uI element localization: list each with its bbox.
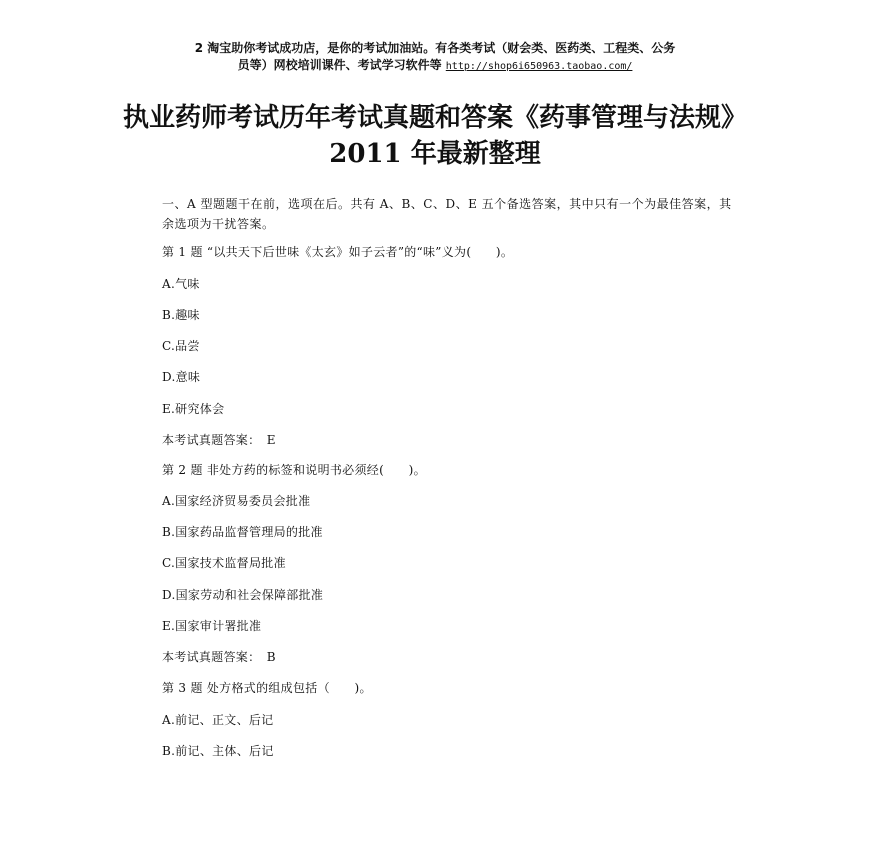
section-intro: 一、A 型题题干在前，选项在后。共有 A、B、C、D、E 五个备选答案，其中只有一个为最佳答案，其余选项为干扰答案。 [162, 197, 732, 231]
document-title: 执业药师考试历年考试真题和答案《药事管理与法规》2011 年最新整理 [122, 103, 747, 169]
q1-option-d: D.意味 [162, 370, 201, 384]
q2-option-b: B.国家药品监督管理局的批准 [162, 525, 323, 539]
shop-link[interactable]: http://shop6i650963.taobao.com/ [445, 61, 633, 72]
q2-option-d: D.国家劳动和社会保障部批准 [162, 588, 324, 602]
q2-answer: 本考试真题答案： B [162, 650, 276, 664]
q2-option-e: E.国家审计署批准 [162, 619, 262, 633]
page-header [120, 40, 750, 75]
question-2: 第 2 题 非处方药的标签和说明书必须经( )。 [162, 463, 426, 477]
header-line-1: 2 淘宝助你考试成功店，是你的考试加油站。有各类考试（财会类、医药类、工程类、公务 [194, 41, 676, 55]
q2-option-c: C.国家技术监督局批准 [162, 556, 286, 570]
question-3: 第 3 题 处方格式的组成包括（ )。 [162, 681, 372, 695]
question-1: 第 1 题 “以共天下后世味《太玄》如子云者”的“味”义为( )。 [162, 245, 514, 259]
q3-option-b: B.前记、主体、后记 [162, 744, 274, 758]
q1-option-b: B.趣味 [162, 308, 200, 322]
header-line-2-text: 员等）网校培训课件、考试学习软件等 [237, 58, 442, 72]
q3-option-a: A.前记、正文、后记 [162, 713, 274, 727]
q1-option-c: C.品尝 [162, 339, 200, 353]
header-line-2 [120, 57, 750, 75]
q1-answer: 本考试真题答案： E [162, 433, 276, 447]
q1-option-e: E.研究体会 [162, 402, 225, 416]
q1-option-a: A.气味 [162, 277, 200, 291]
q2-option-a: A.国家经济贸易委员会批准 [162, 494, 311, 508]
